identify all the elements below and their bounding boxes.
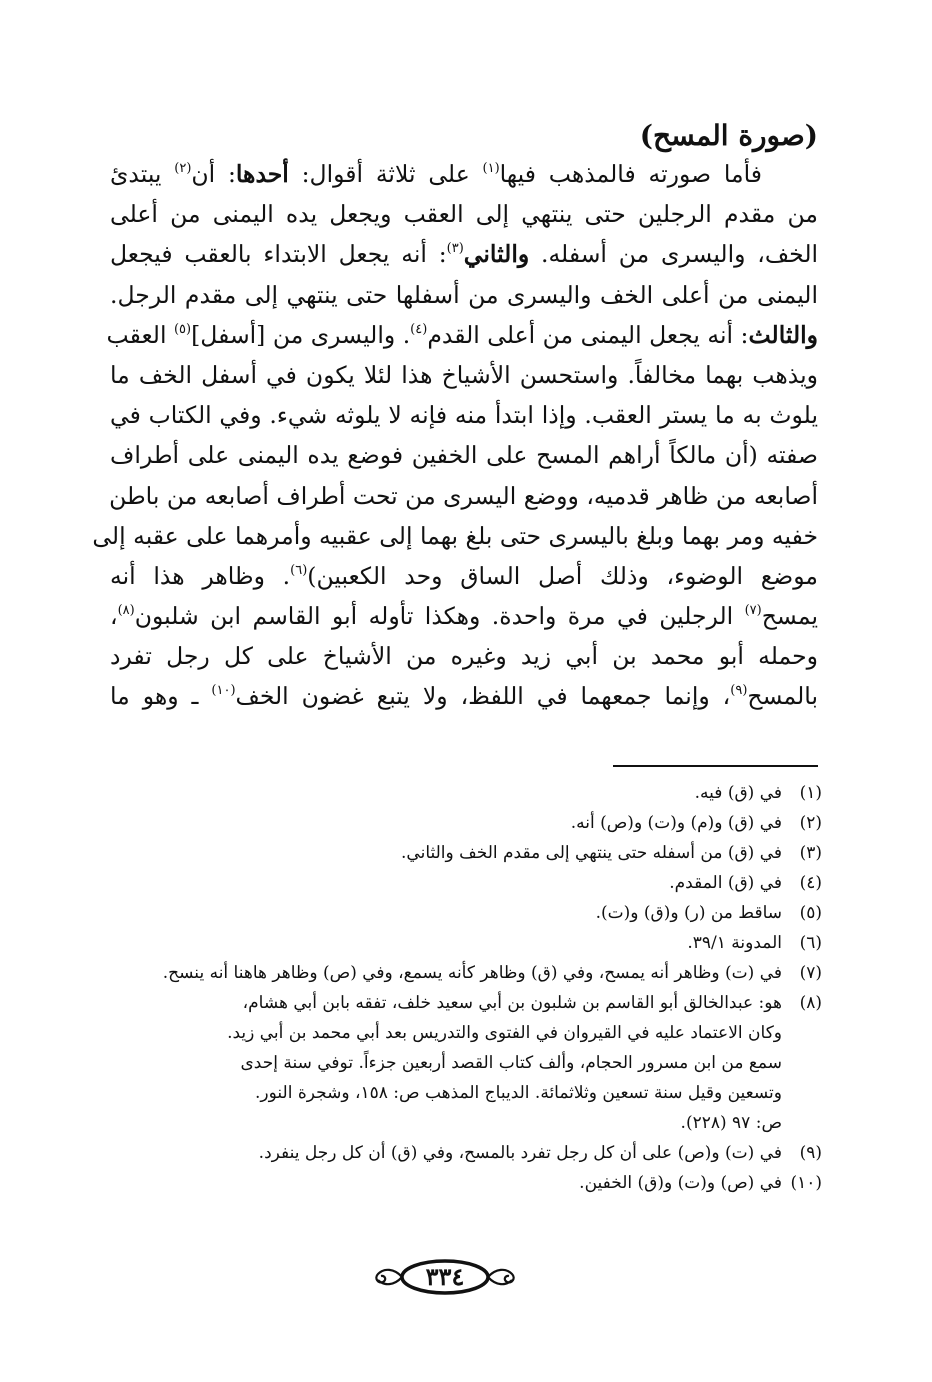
footnote-separator: [613, 765, 818, 767]
footnote-line: ص: ٩٧ (٢٢٨).: [680, 1113, 782, 1133]
footnote-line: سمع من ابن مسرور الحجام، وألف كتاب القصد أربعين جزءاً. توفي سنة إحدى: [240, 1053, 782, 1073]
text-line-4: اليمنى من أعلى الخف واليسرى من أسفلها حتى ينتهي إلى مقدم الرجل.: [110, 280, 818, 309]
footnote-text: ساقط من (ر) و(ق) و(ت).: [595, 903, 782, 923]
footnote-ref-7[interactable]: (٧): [744, 603, 762, 619]
footnote-text: في (ص) و(ت) و(ق) الخفين.: [579, 1173, 782, 1193]
text-line-2: من مقدم الرجلين حتى ينتهي إلى العقب ويجعل يده اليمنى من أعلى: [110, 200, 818, 229]
footnote-text: في (ق) من أسفله حتى ينتهي إلى مقدم الخف والثاني.: [401, 843, 782, 863]
footnote-7: [80, 958, 822, 988]
footnote-ref-2[interactable]: (٢): [174, 161, 192, 176]
footnote-ref-8[interactable]: (٨): [117, 603, 135, 619]
text-line-9: أصابعه من ظاهر قدميه، ووضع اليسرى من تحت أطراف أصابعه من باطن: [109, 481, 818, 510]
text-run: : أن: [191, 160, 236, 188]
text-line-10: خفيه ومر بهما وبلغ باليسرى حتى بلغ بهما إلى عقبيه وأمرهما على عقبه إلى: [92, 521, 818, 550]
text-run: ، وإنما جمعهما في اللفظ، ولا يتبع غضون الخف: [235, 682, 731, 711]
footnote-number: (٧): [799, 963, 822, 983]
text-line-6: ويذهب بهما مخالفاً. واستحسن الأشياخ هذا لئلا يكون في أسفل الخف ما: [110, 360, 818, 389]
text-run: ـ وهو ما: [110, 682, 212, 711]
text-line-1: [110, 154, 818, 194]
text-run: بالمسح: [747, 682, 818, 711]
text-line-5: [106, 315, 818, 355]
footnote-number: (١٠): [790, 1173, 822, 1193]
text-run: الرجلين في مرة واحدة. وهكذا تأوله أبو القاسم ابن شلبون: [134, 602, 745, 631]
text-run: يمسح: [761, 602, 818, 631]
text-run: على ثلاثة أقوال:: [288, 160, 483, 188]
text-run: موضع الوضوء، وذلك أصل الساق وحد الكعبين): [307, 561, 818, 590]
text-line-14: [110, 676, 818, 716]
footnote-5: [80, 898, 822, 928]
footnote-line: وكان الاعتماد عليه في القيروان في الفتوى والتدريس بعد أبي محمد بن أبي زيد.: [227, 1023, 782, 1043]
text-run: العقب: [106, 320, 174, 349]
bold-term-thani: والثاني: [463, 240, 530, 269]
text-run: يبتدئ: [110, 160, 175, 188]
section-heading: (صورة المسح): [639, 119, 818, 152]
text-run: ،: [110, 602, 118, 631]
footnote-ref-5[interactable]: (٥): [173, 321, 192, 337]
footnote-number: (٩): [799, 1143, 822, 1163]
footnote-10: [80, 1168, 822, 1198]
footnote-4: [80, 868, 822, 898]
footnote-1: [80, 778, 822, 808]
footnote-number: (٦): [799, 933, 822, 953]
text-line-7: يلوث به ما يستر العقب. وإذا ابتدأ منه فإنه لا يلوثه شيء. وفي الكتاب في: [110, 401, 818, 430]
footnote-text: في (ت) وظاهر أنه يمسح، وفي (ق) وظاهر كأنه يسمع، وفي (ص) وظاهر هاهنا أنه ينسح.: [162, 963, 782, 983]
footnote-number: (١): [799, 783, 822, 803]
footnote-number: (٢): [799, 813, 822, 833]
footnote-number: (٨): [799, 993, 822, 1013]
text-run: الخف، واليسرى من أسفله.: [529, 240, 819, 269]
footnote-ref-6[interactable]: (٦): [290, 562, 308, 578]
footnote-number: (٥): [799, 903, 822, 923]
footnote-ref-10[interactable]: (١٠): [211, 683, 236, 699]
footnote-text: في (ق) المقدم.: [669, 873, 782, 893]
text-run: : أنه يجعل اليمنى من أعلى القدم: [427, 320, 749, 349]
footnote-ref-9[interactable]: (٩): [730, 683, 748, 699]
text-line-8: صفته (أن مالكاً أراهم المسح على الخفين فوضع يده اليمنى على أطراف: [110, 441, 818, 470]
footnote-ref-4[interactable]: (٤): [410, 321, 428, 337]
footnote-text: في (ق) فيه.: [694, 783, 782, 803]
footnote-3: [80, 838, 822, 868]
footnote-number: (٣): [799, 843, 822, 863]
text-run: . وظاهر هذا أنه: [110, 561, 291, 590]
text-line-13: وحمله أبو محمد بن أبي زيد وغيره من الأشياخ على كل رجل تفرد: [110, 642, 818, 671]
footnote-text: في (ت) و(ص) على أن كل رجل تفرد بالمسح، وفي (ق) أن كل رجل ينفرد.: [258, 1143, 782, 1163]
footnote-9: [80, 1138, 822, 1168]
footnote-line: هو: عبدالخالق أبو القاسم بن شلبون بن أبي سعيد خلف، تفقه بابن أبي هشام،: [242, 993, 782, 1013]
footnote-6: [80, 928, 822, 958]
footnote-ref-1[interactable]: (١): [482, 161, 500, 176]
text-run: فأما صورته فالمذهب فيها: [499, 160, 762, 188]
footnote-line: وتسعين وقيل سنة تسعين وثلاثمائة. الديباج المذهب ص: ١٥٨، وشجرة النور.: [255, 1083, 782, 1103]
bold-term-ahaduha: أحدها: [235, 160, 289, 188]
main-text: [92, 154, 819, 717]
bold-term-thalith: والثالث: [748, 320, 818, 349]
footnote-2: [80, 808, 822, 838]
text-line-3: [110, 234, 818, 274]
footnote-ref-3[interactable]: (٣): [446, 241, 464, 257]
footnotes: [80, 778, 822, 1198]
footnote-text: المدونة ٣٩/١.: [687, 933, 782, 953]
text-run: . واليسرى من [أسفل]: [191, 320, 411, 349]
text-run: : أنه يجعل الابتداء بالعقب فيجعل: [110, 240, 447, 269]
footnote-text: [80, 988, 782, 1138]
footnote-number: (٤): [799, 873, 822, 893]
footnote-8: [80, 988, 822, 1138]
footnote-text: في (ق) و(م) و(ت) و(ص) أنه.: [570, 813, 782, 833]
page-number: ٣٣٤: [425, 1262, 465, 1291]
text-line-11: [110, 556, 818, 596]
text-line-12: [110, 596, 818, 636]
